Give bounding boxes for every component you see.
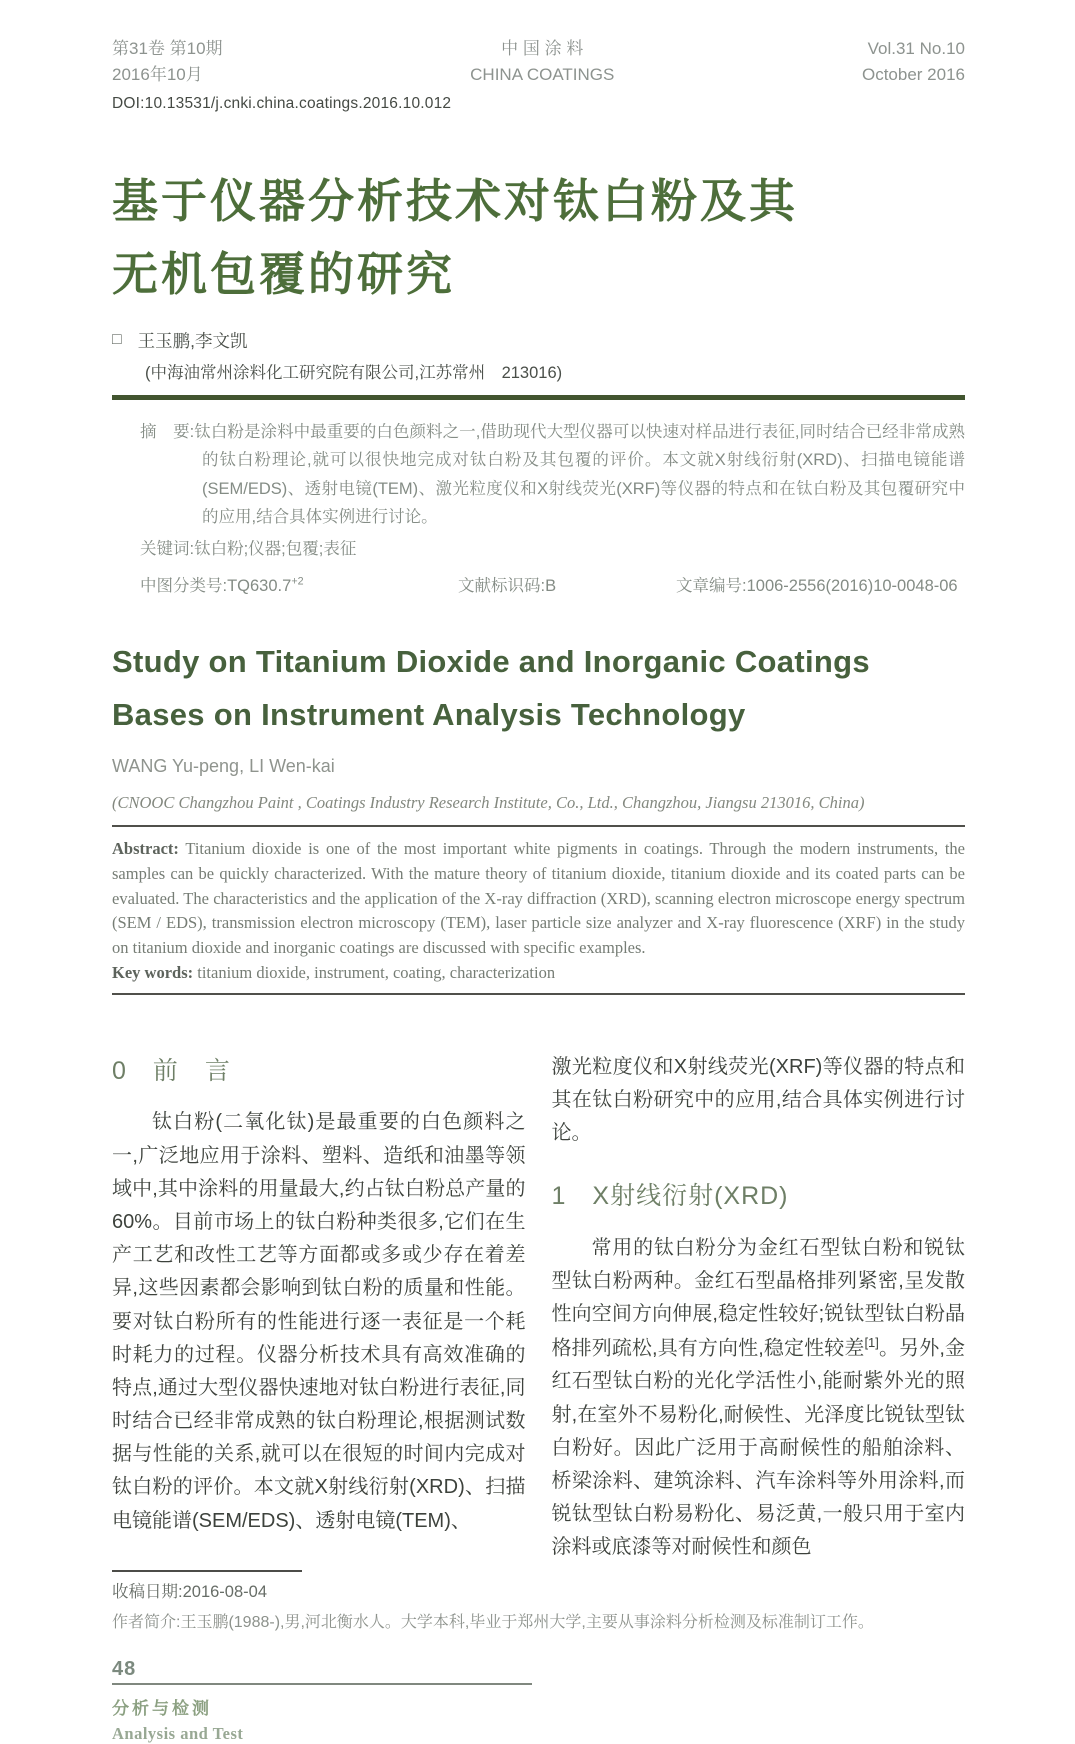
divider-above-abstract-en [112, 825, 965, 827]
keywords-cn-label: 关键词: [140, 540, 195, 559]
abstract-en-text: Titanium dioxide is one of the most important white pigments in coatings. Through the modern instruments, the samples can be quickly characterized. With the mature theory of titanium dioxide, titanium dioxide and its coated parts can be evaluated. The characteristics and the application of the X-ray diffraction (XRD), scanning electron microscope energy spectrum (SEM / EDS), transmission electron microscopy (TEM), laser particle size analyzer and X-ray fluorescence (XRF) in the study on titanium dioxide and inorganic coatings are discussed with specific examples. [112, 839, 965, 958]
authors-en: WANG Yu-peng, LI Wen-kai [112, 756, 335, 777]
section-0-heading: 0 前 言 [112, 1056, 231, 1085]
body-column-right [552, 1051, 966, 1565]
article-title-en-line1: Study on Titanium Dioxide and Inorganic Coatings [112, 644, 870, 680]
footer-rule [112, 1683, 532, 1685]
doi: DOI:10.13531/j.cnki.china.coatings.2016.10.012 [112, 94, 452, 112]
footer-section-en: Analysis and Test [112, 1724, 244, 1744]
page-footer [112, 1658, 965, 1744]
article-title-en [112, 644, 965, 733]
article-id: 文章编号:1006-2556(2016)10-0048-06 [676, 576, 958, 595]
affiliation-en: (CNOOC Changzhou Paint , Coatings Industry Research Institute, Co., Ltd., Changzhou, Jiangsu 213016, China) [112, 793, 865, 813]
footnote-rule [112, 1570, 302, 1572]
abstract-en-label: Abstract: [112, 839, 179, 859]
keywords-cn-row [140, 535, 965, 563]
divider-below-abstract-en [112, 993, 965, 995]
date-en: October 2016 [861, 65, 965, 85]
received-date-row: 收稿日期:2016-08-04 [112, 1583, 267, 1602]
header-right [862, 36, 965, 89]
affiliation-cn: (中海油常州涂料化工研究院有限公司,江苏常州 213016) [145, 363, 563, 382]
author-bio-row: 作者简介:王玉鹏(1988-),男,河北衡水人。大学本科,毕业于郑州大学,主要从事涂料分析检测及标准制订工作。 [112, 1614, 874, 1632]
page-number: 48 [112, 1658, 137, 1681]
journal-name-en: CHINA COATINGS [470, 65, 615, 85]
authors-cn-row [112, 328, 965, 353]
document-code: 文献标识码:B [458, 576, 557, 595]
journal-header [112, 36, 965, 89]
classification-row [140, 572, 965, 600]
clc-superscript: +2 [291, 575, 304, 588]
abstract-cn-paragraph [140, 418, 965, 532]
section-1-paragraph: 常用的钛白粉分为金红石型钛白粉和锐钛型钛白粉两种。金红石型晶格排列紧密,呈发散性向空间方向伸展,稳定性较好;锐钛型钛白粉晶格排列疏松,具有方向性,稳定性较差[1]。另外,金红石型钛白粉的光化学活性小,能耐紫外光的照射,在室外不易粉化,耐候性、光泽度比锐钛型钛白粉好。因此广泛用于高耐候性的船舶涂料、桥梁涂料、建筑涂料、汽车涂料等外用涂料,而锐钛型钛白粉易粉化、易泛黄,一般只用于室内涂料或底漆等对耐候性和颜色 [551, 1236, 965, 1559]
keywords-en: titanium dioxide, instrument, coating, characterization [193, 962, 556, 982]
section-0-paragraph: 钛白粉(二氧化钛)是最重要的白色颜料之一,广泛地应用于涂料、塑料、造纸和油墨等领域中,其中涂料的用量最大,约占钛白粉总产量的60%。目前市场上的钛白粉种类很多,它们在生产工艺和改性工艺等方面都或多或少存在着差异,这些因素都会影响到钛白粉的质量和性能。要对钛白粉所有的性能进行逐一表征是一个耗时耗力的过程。仪器分析技术具有高效准确的特点,通过大型仪器快速地对钛白粉进行表征,同时结合已经非常成熟的钛白粉理论,根据测试数据与性能的关系,就可以在很短的时间内完成对钛白粉的评价。本文就X射线衍射(XRD)、扫描电镜能谱(SEM/EDS)、透射电镜(TEM)、 [112, 1111, 526, 1532]
abstract-en-paragraph [112, 837, 965, 961]
abstract-cn-label: 摘 要: [140, 422, 195, 441]
volume-issue-cn: 第31卷 第10期 [112, 39, 223, 58]
volume-issue-en: Vol.31 No.10 [867, 39, 965, 58]
keywords-en-label: Key words: [112, 962, 194, 982]
body-columns [112, 1051, 965, 1565]
date-cn: 2016年10月 [112, 65, 203, 85]
article-title-cn-line1: 基于仪器分析技术对钛白粉及其 [112, 174, 798, 227]
article-title-cn-line2: 无机包覆的研究 [112, 248, 455, 301]
footer-section-cn: 分析与检测 [112, 1699, 212, 1719]
clc-number: 中图分类号$:TQ630.7^{+2}$ [140, 575, 304, 595]
keywords-en-row [112, 963, 965, 983]
journal-name-cn: 中 国 涂 料 [501, 39, 584, 58]
author-marker-icon: □ [112, 331, 122, 349]
section-1-heading: 1 X射线衍射(XRD) [551, 1182, 789, 1211]
body-column-left [112, 1051, 526, 1565]
article-title-cn [112, 165, 965, 312]
header-center [470, 36, 614, 89]
header-left [112, 36, 223, 89]
article-title-en-line2: Bases on Instrument Analysis Technology [112, 697, 746, 733]
green-divider [112, 395, 965, 400]
footnote-block [112, 1570, 965, 1632]
reference-1-marker: [1] [864, 1334, 879, 1350]
keywords-cn: 钛白粉;仪器;包覆;表征 [194, 540, 357, 559]
authors-cn: 王玉鹏,李文凯 [137, 330, 248, 351]
abstract-cn-block [140, 418, 965, 600]
section-0-paragraph-continued: 激光粒度仪和X射线荧光(XRF)等仪器的特点和其在钛白粉研究中的应用,结合具体实例进行讨论。 [551, 1055, 965, 1145]
abstract-cn-text: 钛白粉是涂料中最重要的白色颜料之一,借助现代大型仪器可以快速对样品进行表征,同时结合已经非常成熟的钛白粉理论,就可以很快地完成对钛白粉及其包覆的评价。本文就X射线衍射(XRD)、扫描电镜能谱(SEM/EDS)、透射电镜(TEM)、激光粒度仪和X射线荧光(XRF)等仪器的特点和在钛白粉及其包覆研究中的应用,结合具体实例进行讨论。 [194, 422, 965, 526]
